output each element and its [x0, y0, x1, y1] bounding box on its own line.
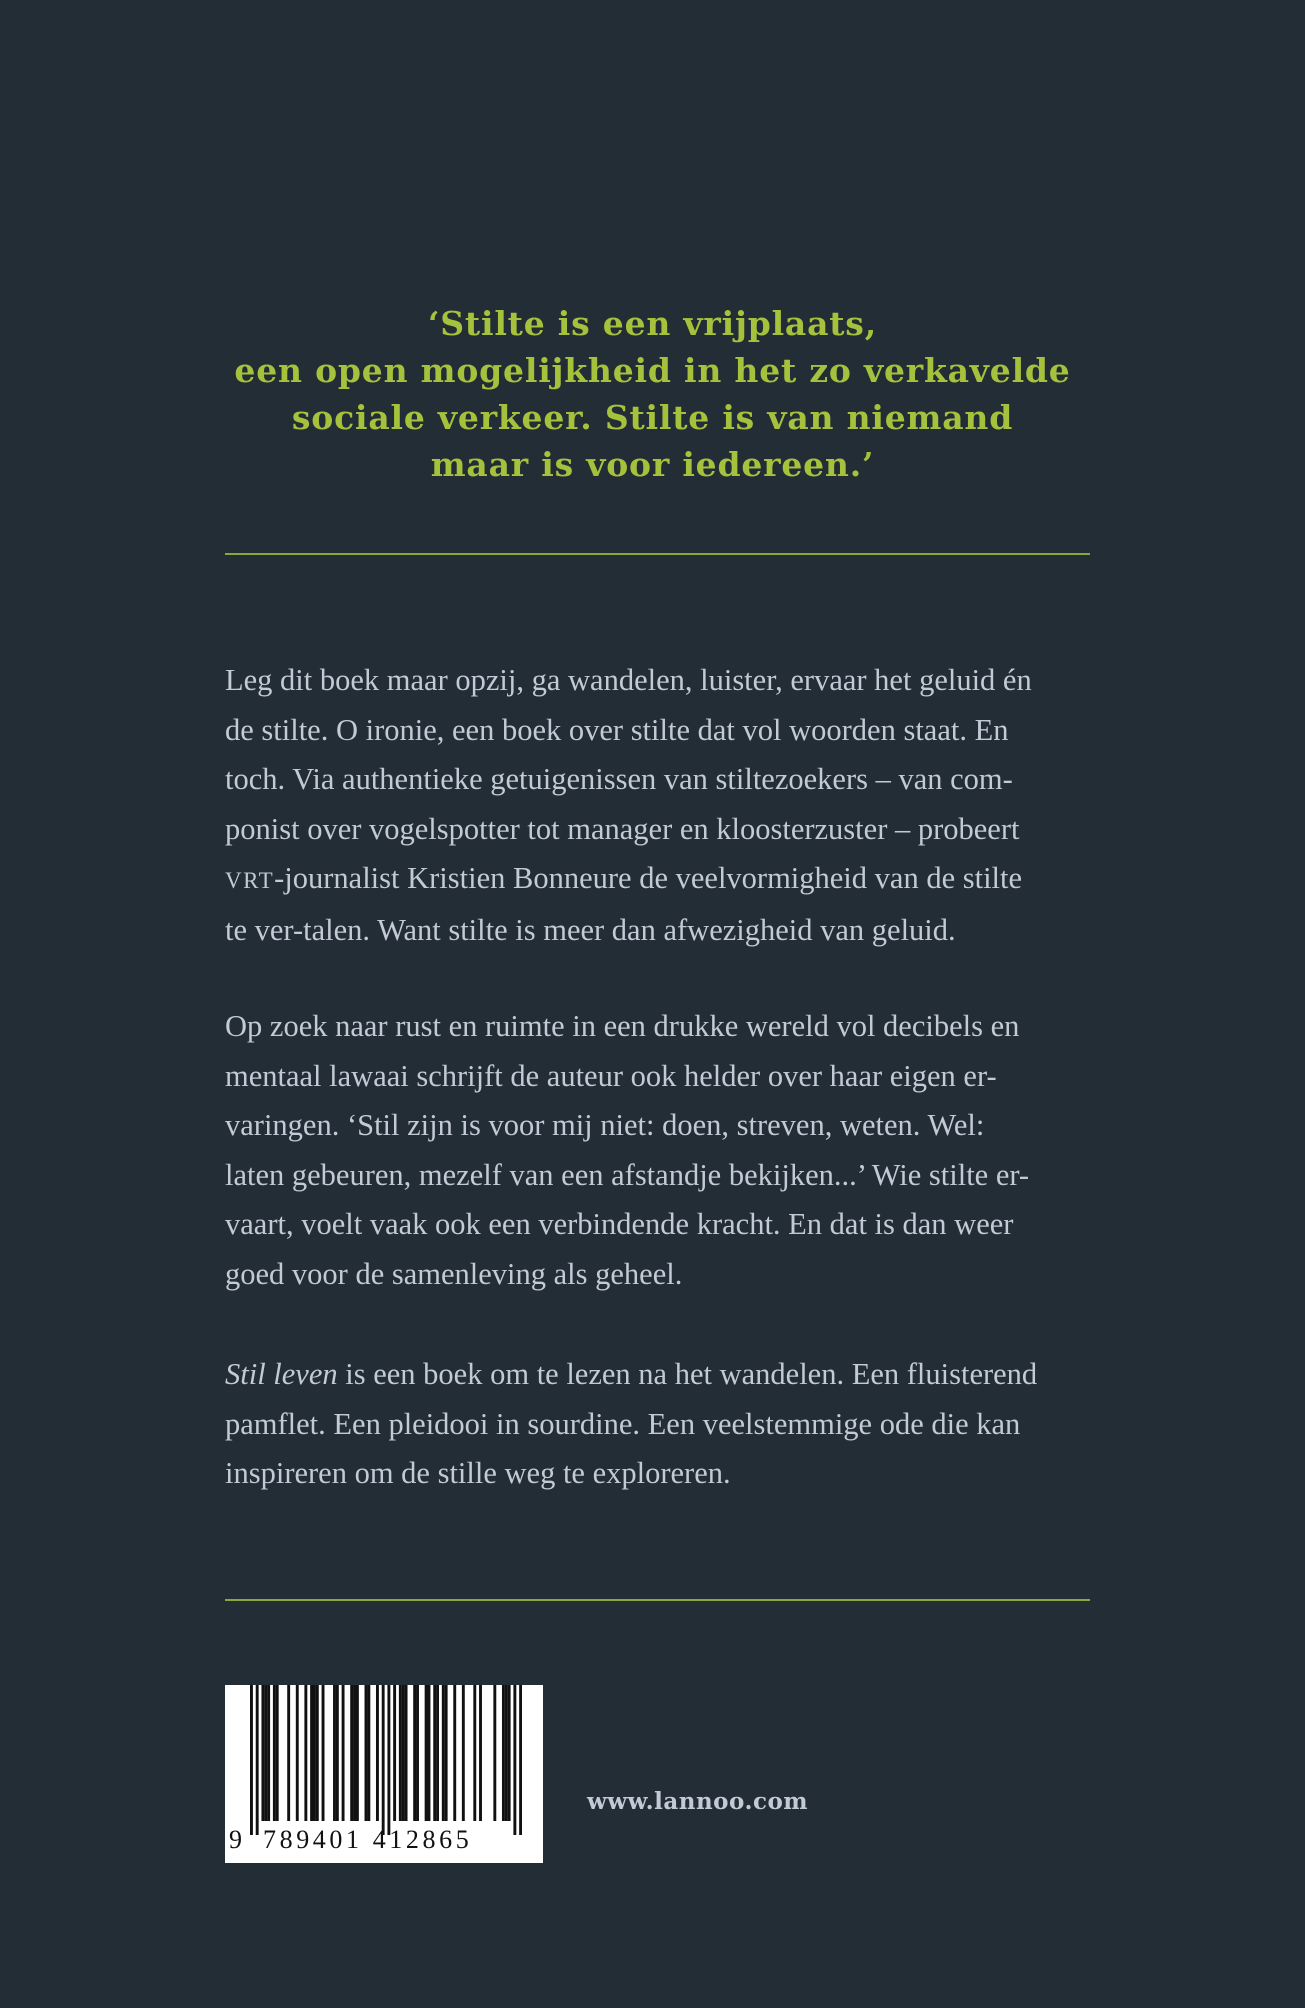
barcode-bar [250, 1685, 253, 1835]
blurb-paragraph-3 [225, 1350, 1105, 1499]
blurb-line: Op zoek naar rust en ruimte in een drukke wereld vol decibels en [225, 1009, 1020, 1043]
barcode-bar [462, 1685, 465, 1821]
barcode-bar [261, 1685, 264, 1821]
isbn-number [225, 1820, 543, 1860]
blurb-line-rest: is een boek om te lezen na het wandelen. Een fluisterend [337, 1357, 1038, 1391]
barcode-bar [425, 1685, 428, 1821]
barcode-bar [479, 1685, 482, 1821]
blurb-line: toch. Via authentieke getuigenissen van stiltezoekers – van com- [225, 762, 1013, 796]
barcode-bar [508, 1685, 511, 1821]
blurb-line: mentaal lawaai schrijft de auteur ook helder over haar eigen er- [225, 1058, 997, 1093]
barcode-bar [433, 1685, 436, 1821]
barcode-bar [416, 1685, 419, 1821]
blurb-line-vrt [225, 854, 1105, 906]
vrt-abbreviation: VRT [225, 868, 275, 893]
blurb-line: laten gebeuren, mezelf van een afstandje bekijken...’ Wie stilte er- [225, 1157, 1030, 1192]
barcode-bar [310, 1685, 313, 1821]
barcode-bar [367, 1685, 370, 1821]
barcode-bar [276, 1685, 279, 1821]
barcode-bar [519, 1685, 522, 1835]
barcode-bar [313, 1685, 316, 1821]
blurb-line-rest: -journalist Kristien Bonneure de veelvormigheid van de stilte [274, 861, 1023, 895]
barcode-bar [405, 1685, 408, 1821]
barcode-bar [256, 1685, 259, 1835]
barcode-bar [322, 1685, 325, 1821]
isbn-prefix: 9 [229, 1825, 246, 1854]
blurb-line: ponist over vogelspotter tot manager en kloosterzuster – probeert [225, 811, 1020, 846]
barcode-bar [336, 1685, 339, 1821]
blurb-line: Leg dit boek maar opzij, ga wandelen, luister, ervaar het geluid én [225, 663, 1032, 697]
barcode-bar [428, 1685, 431, 1821]
barcode-bar [399, 1685, 402, 1821]
barcode-bar [505, 1685, 508, 1821]
blurb-line: pamflet. Een pleidooi in sourdine. Een veelstemmige ode die kan [225, 1406, 1021, 1441]
barcode-bar [342, 1685, 345, 1821]
quote-line: ‘Stilte is een vrijplaats, [428, 304, 877, 343]
blurb-line: goed voor de samenleving als geheel. [225, 1256, 683, 1291]
divider-bottom [225, 1599, 1090, 1601]
barcode-bar [304, 1685, 307, 1821]
barcode-bar [393, 1685, 396, 1821]
barcode-bar [442, 1685, 445, 1821]
quote-line: een open mogelijkheid in het zo verkavelde [234, 351, 1071, 390]
barcode-bar [316, 1685, 319, 1821]
barcode-bar [387, 1685, 390, 1835]
barcode-bar [402, 1685, 405, 1821]
barcode-bar [502, 1685, 505, 1821]
barcode-bar [493, 1685, 496, 1821]
barcode-bar [445, 1685, 448, 1821]
blurb-line: varingen. ‘Stil zijn is voor mij niet: doen, streven, weten. Wel: [225, 1108, 985, 1142]
barcode-bar [473, 1685, 476, 1821]
barcode [225, 1685, 543, 1863]
barcode-bar [453, 1685, 456, 1821]
barcode-bar [267, 1685, 270, 1821]
blurb-paragraph-1 [225, 656, 1105, 955]
barcode-bar [436, 1685, 439, 1821]
barcode-bar [413, 1685, 416, 1821]
blurb-paragraph-2 [225, 1002, 1105, 1299]
barcode-bar [365, 1685, 368, 1821]
divider-top [225, 553, 1090, 555]
blurb-line: de stilte. O ironie, een boek over stilte dat vol woorden staat. En [225, 712, 1009, 747]
isbn-digits: 789401 412865 [263, 1825, 473, 1854]
quote-line: maar is voor iedereen.’ [430, 445, 875, 484]
barcode-bar [264, 1685, 267, 1821]
barcode-bar [333, 1685, 336, 1821]
barcode-bar [356, 1685, 359, 1821]
barcode-bar [350, 1685, 353, 1821]
barcode-bars [250, 1685, 522, 1835]
barcode-bar [353, 1685, 356, 1821]
blurb-line: te ver-talen. Want stilte is meer dan afwezigheid van geluid. [225, 912, 956, 947]
barcode-bar [273, 1685, 276, 1821]
quote-line: sociale verkeer. Stilte is van niemand [291, 398, 1014, 437]
barcode-bar [296, 1685, 299, 1821]
barcode-bar [287, 1685, 290, 1821]
blurb-line: inspireren om de stille weg te exploreren. [225, 1456, 731, 1490]
barcode-bar [382, 1685, 385, 1835]
pull-quote [160, 300, 1145, 488]
blurb-line: vaart, voelt vaak ook een verbindende kracht. En dat is dan weer [225, 1207, 1014, 1241]
blurb-line-title [225, 1350, 1105, 1400]
barcode-bar [513, 1685, 516, 1835]
book-title: Stil leven [225, 1357, 338, 1391]
barcode-bar [376, 1685, 379, 1821]
publisher-url: www.lannoo.com [587, 1788, 809, 1815]
